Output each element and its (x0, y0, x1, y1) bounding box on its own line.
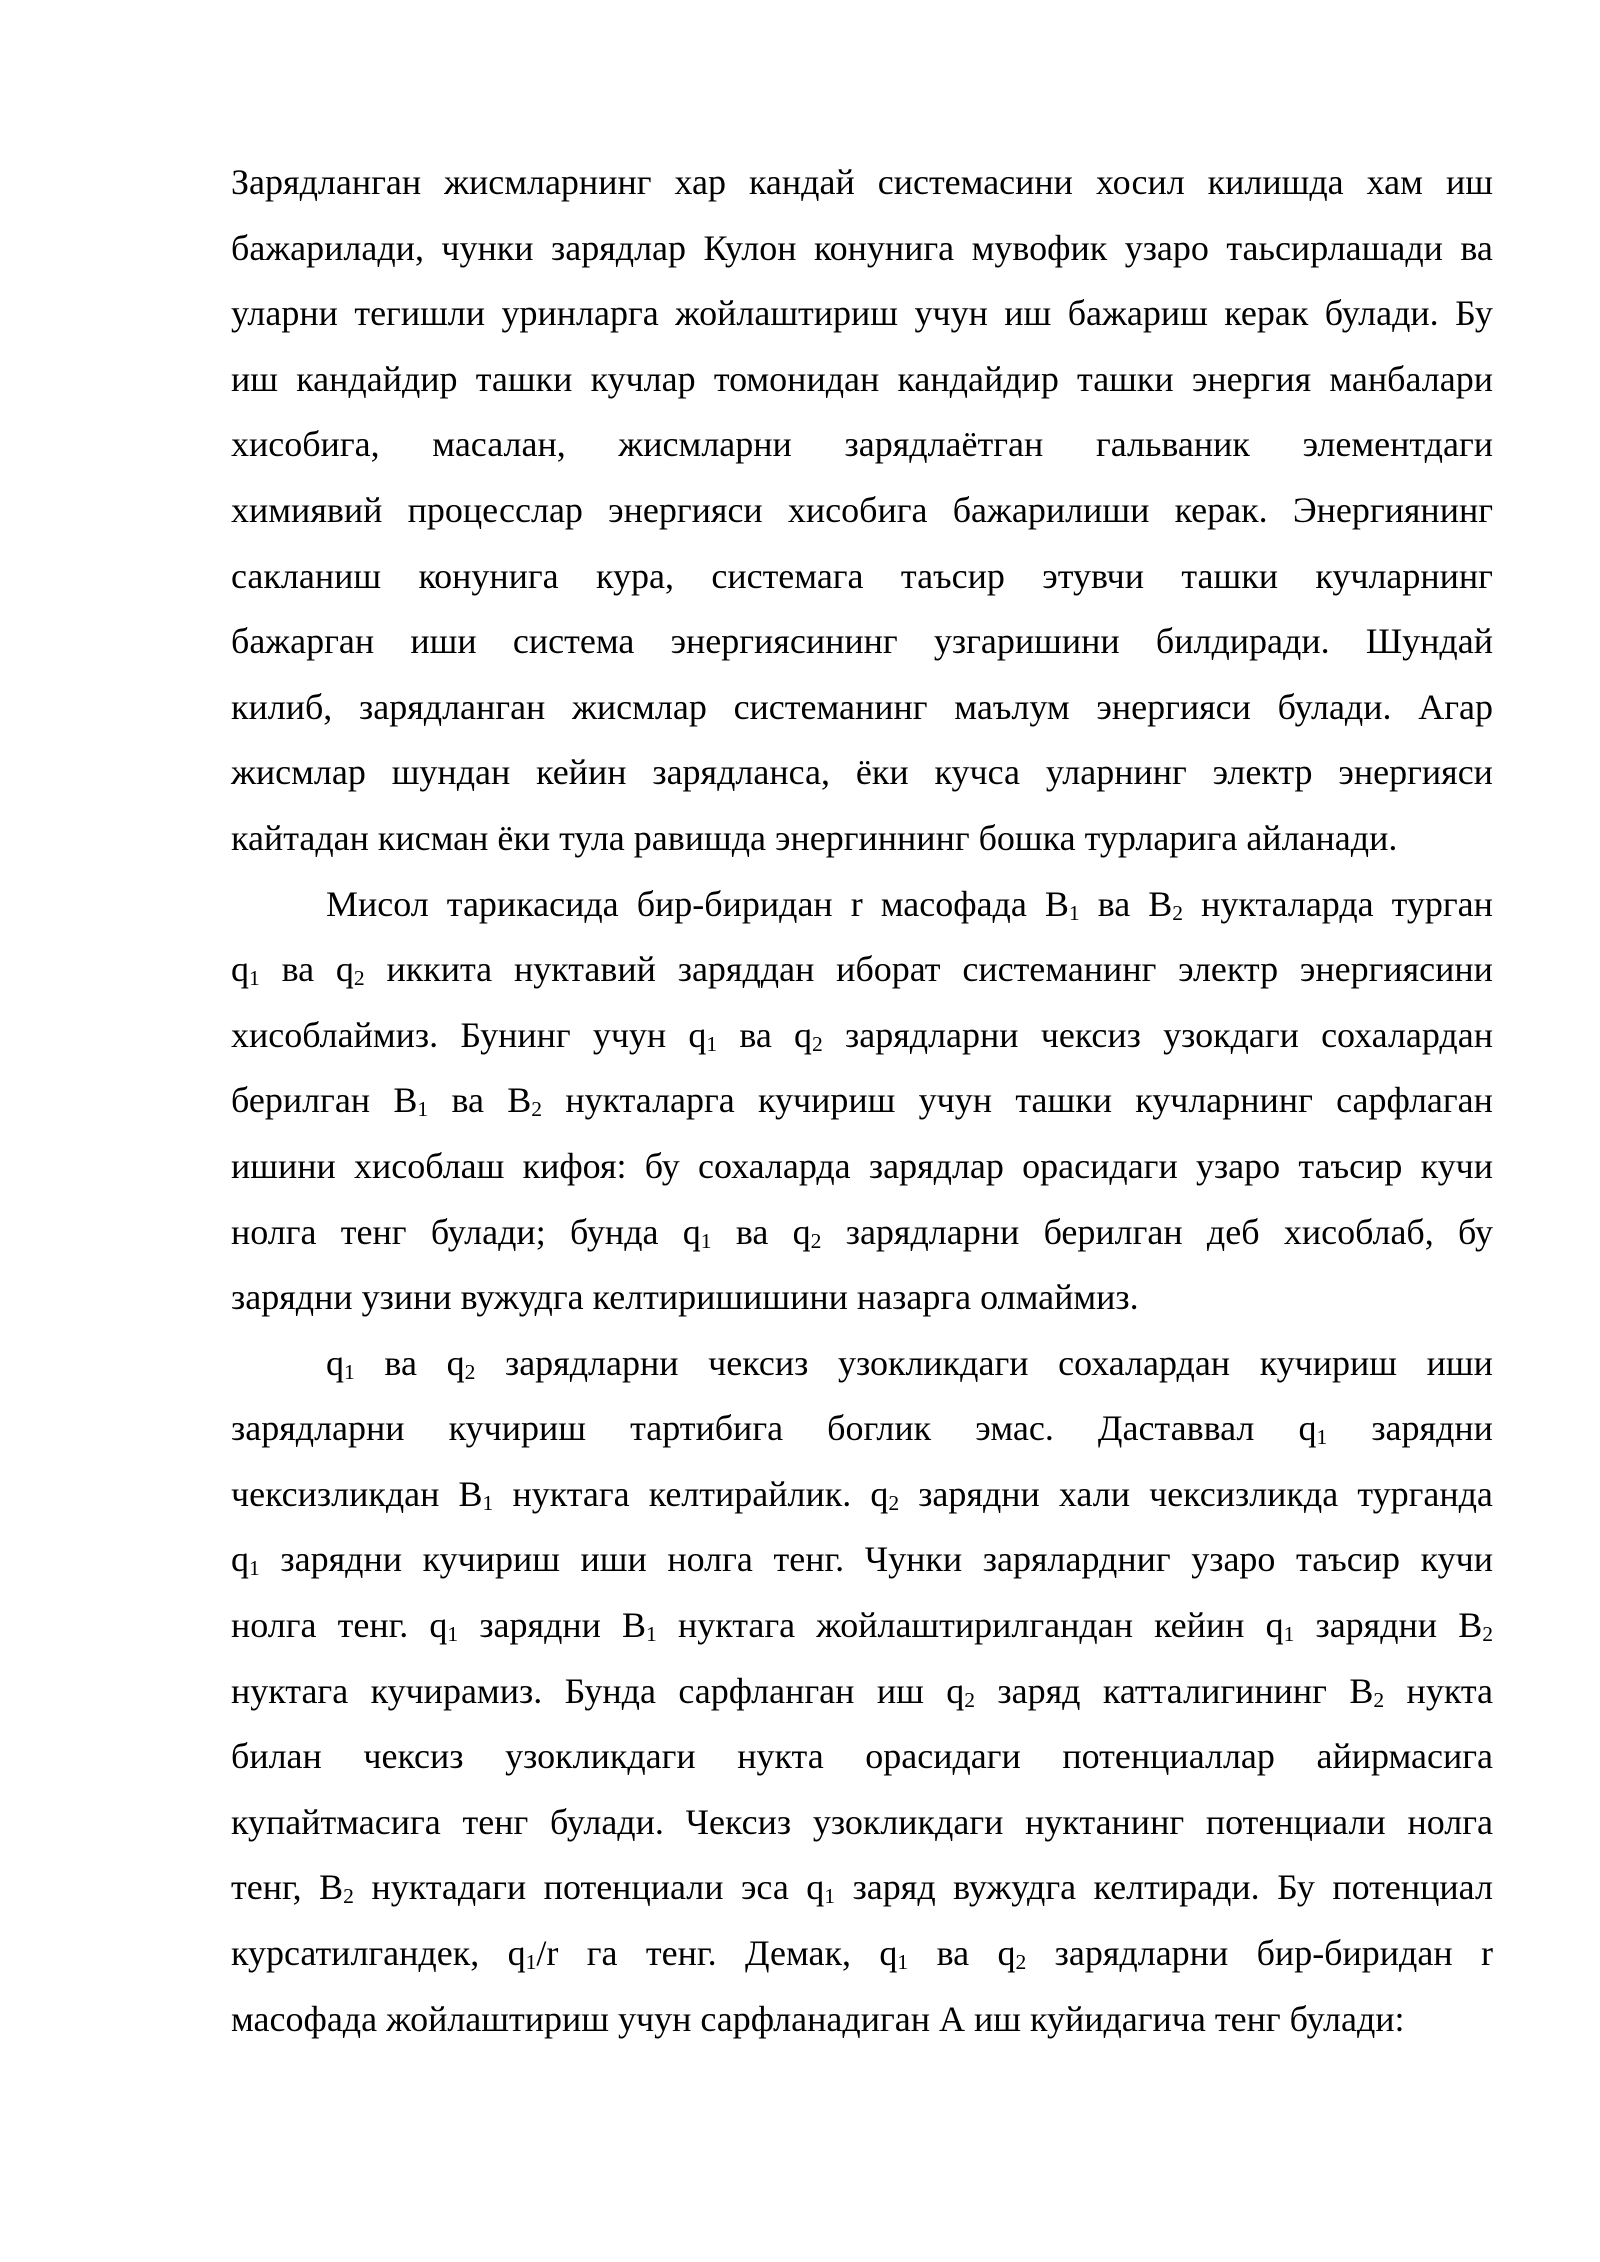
paragraph-3 (231, 1331, 1493, 2053)
word: q2 (792, 1211, 822, 1253)
word: манбалари (1329, 358, 1493, 399)
word: B2 (1148, 883, 1184, 925)
word: катталигининг (1102, 1670, 1327, 1711)
word: нукта (1406, 1670, 1493, 1711)
word: тегишли (354, 293, 486, 334)
word: ташки (1015, 1080, 1112, 1121)
word: нолга (667, 1539, 753, 1580)
word: q1/r (507, 1933, 559, 1974)
word: ва (281, 949, 315, 990)
word: системасини (877, 162, 1073, 202)
word: уларни (231, 293, 338, 334)
word: булади. (1324, 293, 1439, 334)
word: назарга (856, 1277, 972, 1318)
word: бажариш (1067, 293, 1208, 334)
word: иккита (386, 949, 493, 990)
word: узокликдаги (812, 1801, 1004, 1842)
word: сарфланадиган (700, 1998, 930, 2039)
word: иш (1445, 162, 1493, 202)
word: кандайдир (897, 358, 1059, 399)
word: зарядларни (231, 1408, 405, 1449)
word: ишини (231, 1145, 336, 1186)
word: энергиннинг (775, 817, 970, 858)
word: кучириш (1259, 1342, 1398, 1383)
word: турларига (1084, 817, 1238, 858)
word: ва (739, 1014, 772, 1055)
word: бир-биридан (636, 883, 833, 924)
word: таъсир (900, 555, 1005, 596)
word: r (1480, 1933, 1493, 1974)
word: жойлаштириш (675, 293, 899, 334)
word: масофада (231, 1998, 378, 2039)
word: сарфлаган (1336, 1080, 1493, 1121)
word: B2 (507, 1080, 543, 1122)
text-line (231, 740, 1493, 806)
word: энергияси (1338, 752, 1493, 793)
word: мувофик (971, 227, 1108, 268)
word: хали (1058, 1473, 1130, 1514)
word: бу (644, 1145, 680, 1186)
word: турган (1391, 883, 1493, 924)
word: узгаришини (933, 621, 1120, 662)
text-line (231, 1593, 1493, 1659)
text-line (231, 281, 1493, 347)
word: процесслар (407, 489, 583, 530)
word: B2 (1458, 1605, 1493, 1646)
word: потенциали (1205, 1801, 1386, 1842)
text-line (231, 1724, 1493, 1790)
word: келтирайлик. (648, 1473, 852, 1514)
word: q2 (946, 1670, 976, 1712)
word: B1 (622, 1605, 657, 1646)
word: кайтадан (231, 817, 369, 858)
word: ва (384, 1342, 417, 1383)
document-body (231, 150, 1493, 2052)
word: q2 (997, 1933, 1027, 1974)
text-line (231, 347, 1493, 413)
word: тенг (340, 1211, 407, 1252)
word: жойлаштириш (386, 1998, 609, 2039)
word: шундан (391, 752, 511, 793)
word: кучларнинг (1315, 555, 1493, 596)
word: айланади. (1246, 817, 1398, 858)
paragraph-2 (231, 872, 1493, 1331)
word: бажарган (231, 621, 375, 662)
word: ва (451, 1080, 484, 1121)
word: хосил (1095, 162, 1185, 202)
word: q1 (231, 949, 260, 990)
word: зарядланган (359, 686, 546, 727)
word: куйидагича (1029, 1998, 1206, 2039)
word: Бунинг (460, 1014, 571, 1055)
word: бажарилиши (952, 489, 1150, 530)
word: боглик (827, 1408, 932, 1449)
word: тенг. (645, 1933, 717, 1974)
word: кандайдир (296, 358, 458, 399)
text-line (231, 806, 1493, 872)
word: нуктанинг (1025, 1801, 1185, 1842)
word: кейин (1154, 1605, 1245, 1646)
word: кифоя: (522, 1145, 627, 1186)
text-line (231, 1331, 1493, 1397)
word: узаро (1191, 1539, 1276, 1580)
word: га (586, 1933, 618, 1974)
word: Мисол (326, 883, 429, 924)
word: Энергиянинг (1292, 489, 1493, 530)
word: ва (1460, 227, 1493, 268)
word: нуктага (677, 1605, 796, 1646)
word: чексиз (363, 1736, 464, 1777)
word: зарядларни (845, 1014, 1019, 1055)
word: системанинг (733, 686, 928, 727)
word: системанинг (962, 949, 1157, 990)
word: ташки (475, 358, 573, 399)
word: сохалардан (1321, 1014, 1493, 1055)
word: B1 (393, 1080, 429, 1122)
word: иш (1004, 293, 1052, 334)
word: нуктадаги (371, 1867, 527, 1908)
word: кучи (1420, 1539, 1493, 1580)
word: эса (740, 1867, 789, 1908)
word: сарфланган (678, 1670, 855, 1711)
word: нолга (231, 1605, 317, 1646)
word: ва (1097, 883, 1131, 924)
word: уларнинг (1045, 752, 1187, 793)
word: гальваник (1095, 424, 1250, 465)
word: учун (914, 293, 988, 334)
word: зарядни (1315, 1605, 1438, 1646)
word: жойлаштирилгандан (816, 1605, 1133, 1646)
word: бунда (569, 1211, 659, 1252)
word: B1 (458, 1473, 494, 1515)
word: кучларнинг (1135, 1080, 1313, 1121)
word: Бу (1455, 293, 1493, 334)
word: билан (231, 1736, 322, 1777)
text-line (231, 1265, 1493, 1331)
word: q2 (870, 1473, 900, 1515)
word: узини (361, 1277, 452, 1318)
word: элементдаги (1302, 424, 1493, 465)
word: вужудга (953, 1867, 1077, 1908)
word: ёки (497, 817, 551, 858)
word: система (512, 621, 635, 662)
word: хисобига (787, 489, 928, 530)
word: тула (559, 817, 625, 858)
word: кучирамиз. (370, 1670, 543, 1711)
text-line (231, 1921, 1493, 1987)
word: энергияси (1096, 686, 1251, 727)
word: ёки (855, 752, 909, 793)
word: ва (936, 1933, 970, 1974)
word: Даставвал (1097, 1408, 1255, 1449)
word: чексиз (1040, 1014, 1141, 1055)
word: эмас. (975, 1408, 1054, 1449)
word: учун (592, 1014, 667, 1055)
text-line (231, 1987, 1493, 2053)
word: q2 (794, 1014, 823, 1056)
text-line (231, 609, 1493, 675)
word: заряд (997, 1670, 1081, 1711)
text-line (231, 1527, 1493, 1593)
word: B2 (1349, 1670, 1385, 1712)
word: иш (973, 1998, 1021, 2039)
word: учун (617, 1998, 692, 2039)
word: бир-биридан (1256, 1933, 1453, 1974)
word: зарядлар (551, 227, 687, 268)
word: потенциаллар (1062, 1736, 1275, 1777)
word: ташки (1077, 358, 1174, 399)
word: нуктавий (513, 949, 656, 990)
text-line (231, 872, 1493, 938)
word: электр (1178, 949, 1279, 990)
word: айирмасига (1316, 1736, 1493, 1777)
word: q1 (688, 1014, 718, 1056)
word: q1 (231, 1539, 260, 1581)
word: зарядлар (868, 1145, 1004, 1186)
word: орасидаги (865, 1736, 1021, 1777)
word: берилган (1043, 1211, 1183, 1252)
word: кучириш (448, 1408, 586, 1449)
word: килиб, (231, 686, 333, 727)
word: чунки (441, 227, 534, 268)
word: булади. (549, 1801, 664, 1842)
word: зарядларни (504, 1342, 679, 1383)
word: конунига (418, 555, 559, 596)
word: нукта (737, 1736, 824, 1777)
word: керак. (1174, 489, 1268, 530)
text-line (231, 216, 1493, 282)
word: купайтмасига (231, 1801, 441, 1842)
word: курсатилгандек, (231, 1933, 480, 1974)
word: хисоблаш (354, 1145, 505, 1186)
word: томонидан (713, 358, 880, 399)
word: B2 (319, 1867, 354, 1909)
word: нукталарга (565, 1080, 735, 1121)
word: узаро (1124, 227, 1209, 268)
word: r (850, 883, 863, 924)
text-line (231, 675, 1493, 741)
word: хам (1366, 162, 1423, 202)
word: таьсирлашади (1226, 227, 1443, 268)
word: потенциал (1332, 1867, 1493, 1908)
word: таъсир (1298, 1145, 1403, 1186)
word: Шундай (1365, 621, 1493, 662)
word: масалан, (432, 424, 566, 465)
word: келтиради. (1093, 1867, 1260, 1908)
word: Кулон (703, 227, 797, 268)
word: жисмлар (231, 752, 366, 793)
text-line (231, 937, 1493, 1003)
word: кучириш (422, 1539, 560, 1580)
text-line (231, 150, 1493, 216)
word: заряд (852, 1867, 936, 1908)
word: Бу (1277, 1867, 1315, 1908)
text-line (231, 478, 1493, 544)
word: иши (580, 1539, 647, 1580)
text-line (231, 1855, 1493, 1921)
word: q2 (335, 949, 365, 990)
word: Демак, (745, 1933, 851, 1974)
text-line (231, 1659, 1493, 1725)
text-line (231, 1003, 1493, 1069)
word: зарядни (1371, 1408, 1493, 1449)
text-line (231, 1200, 1493, 1266)
word: бошка (978, 817, 1076, 858)
word: сохаларда (697, 1145, 851, 1186)
word: бу (1458, 1211, 1493, 1252)
word: тенг (1214, 1998, 1281, 2039)
word: кисман (377, 817, 489, 858)
text-line (231, 1462, 1493, 1528)
paragraph-1 (231, 150, 1493, 872)
word: ва (735, 1211, 769, 1252)
word: деб (1206, 1211, 1260, 1252)
word: масофада (880, 883, 1027, 924)
word: q1 (429, 1605, 459, 1646)
word: системага (711, 555, 864, 596)
word: хисобига, (231, 424, 380, 465)
word: керак (1224, 293, 1309, 334)
word: таъсир (1296, 1539, 1401, 1580)
word: иборат (836, 949, 941, 990)
word: нолга (231, 1211, 317, 1252)
word: зарядланса, (652, 752, 831, 793)
word: q2 (446, 1342, 476, 1384)
word: жисмларни (618, 424, 792, 465)
word: келтиришишини (592, 1277, 848, 1318)
word: q1 (326, 1342, 355, 1384)
word: q1 (1298, 1408, 1328, 1450)
word: иш (231, 358, 278, 399)
word: тенг (462, 1801, 529, 1842)
word: зарядларни (1054, 1933, 1229, 1974)
word: бажарилади, (231, 227, 424, 268)
word: уринларга (501, 293, 659, 334)
word: турганда (1357, 1473, 1493, 1514)
text-line (231, 1790, 1493, 1856)
word: иши (1426, 1342, 1493, 1383)
word: зарядни (280, 1539, 402, 1580)
word: кейин (536, 752, 627, 793)
word: орасидаги (1022, 1145, 1178, 1186)
word: Чунки (864, 1539, 963, 1580)
word: химиявий (231, 489, 383, 530)
word: энергияси (608, 489, 763, 530)
word: нолга (1407, 1801, 1493, 1842)
word: учун (918, 1080, 993, 1121)
word: тартибига (630, 1408, 784, 1449)
word: q1 (682, 1211, 712, 1253)
word: тенг, (231, 1867, 302, 1908)
word: A (938, 1998, 965, 2039)
word: зарядни (231, 1277, 353, 1318)
word: зарялардниг (982, 1539, 1171, 1580)
word: зарядлаётган (844, 424, 1044, 465)
word: хисоблаймиз. (231, 1014, 439, 1055)
word: тенг. (773, 1539, 845, 1580)
word: кучи (1420, 1145, 1493, 1186)
word: сохалардан (1058, 1342, 1231, 1383)
word: хисоблаб, (1283, 1211, 1434, 1252)
text-line (231, 412, 1493, 478)
word: сакланиш (231, 555, 382, 596)
word: чексизликда (1149, 1473, 1339, 1514)
text-line (231, 1396, 1493, 1462)
word: иш (876, 1670, 924, 1711)
word: q1 (879, 1933, 909, 1974)
word: узокдаги (1163, 1014, 1299, 1055)
word: билдиради. (1155, 621, 1330, 662)
word: энергия (1191, 358, 1312, 399)
word: заряддан (677, 949, 815, 990)
word: килишда (1207, 162, 1344, 202)
text-line (231, 1134, 1493, 1200)
word: ташки (1181, 555, 1278, 596)
word: кандай (748, 162, 855, 202)
word: электр (1212, 752, 1313, 793)
text-line (231, 544, 1493, 610)
word: тенг. (337, 1605, 409, 1646)
word: кучса (934, 752, 1020, 793)
word: энергиясини (1299, 949, 1493, 990)
word: Агар (1418, 686, 1493, 727)
word: узокликдаги (505, 1736, 696, 1777)
word: Зарядланган (231, 162, 422, 202)
word: зарядни (918, 1473, 1040, 1514)
word: энергиясининг (670, 621, 898, 662)
word: q1 (806, 1867, 836, 1909)
word: чексизликдан (231, 1473, 440, 1514)
word: булади. (1277, 686, 1392, 727)
word: булади; (430, 1211, 546, 1252)
word: нукталарда (1201, 883, 1374, 924)
word: тарикасида (446, 883, 619, 924)
word: потенциали (543, 1867, 724, 1908)
word: равишда (633, 817, 767, 858)
word: узаро (1195, 1145, 1281, 1186)
text-line (231, 1068, 1493, 1134)
word: нуктага (231, 1670, 349, 1711)
word: чексиз (708, 1342, 809, 1383)
word: B1 (1044, 883, 1080, 925)
word: зарядларни (845, 1211, 1020, 1252)
word: q1 (1265, 1605, 1295, 1646)
word: зарядни (479, 1605, 601, 1646)
word: узокликдаги (837, 1342, 1029, 1383)
word: жисмларнинг (444, 162, 652, 202)
word: нуктага (512, 1473, 630, 1514)
word: конунига (813, 227, 955, 268)
word: кура, (596, 555, 674, 596)
word: этувчи (1042, 555, 1144, 596)
word: иши (410, 621, 477, 662)
word: маълум (954, 686, 1070, 727)
word: берилган (231, 1080, 371, 1121)
word: кучириш (758, 1080, 896, 1121)
word: вужудга (460, 1277, 584, 1318)
word: жисмлар (572, 686, 707, 727)
word: кучлар (590, 358, 696, 399)
word: Чексиз (685, 1801, 792, 1842)
word: Бунда (564, 1670, 656, 1711)
word: хар (674, 162, 726, 202)
word: булади: (1289, 1998, 1405, 2039)
word: олмаймиз. (980, 1277, 1139, 1318)
